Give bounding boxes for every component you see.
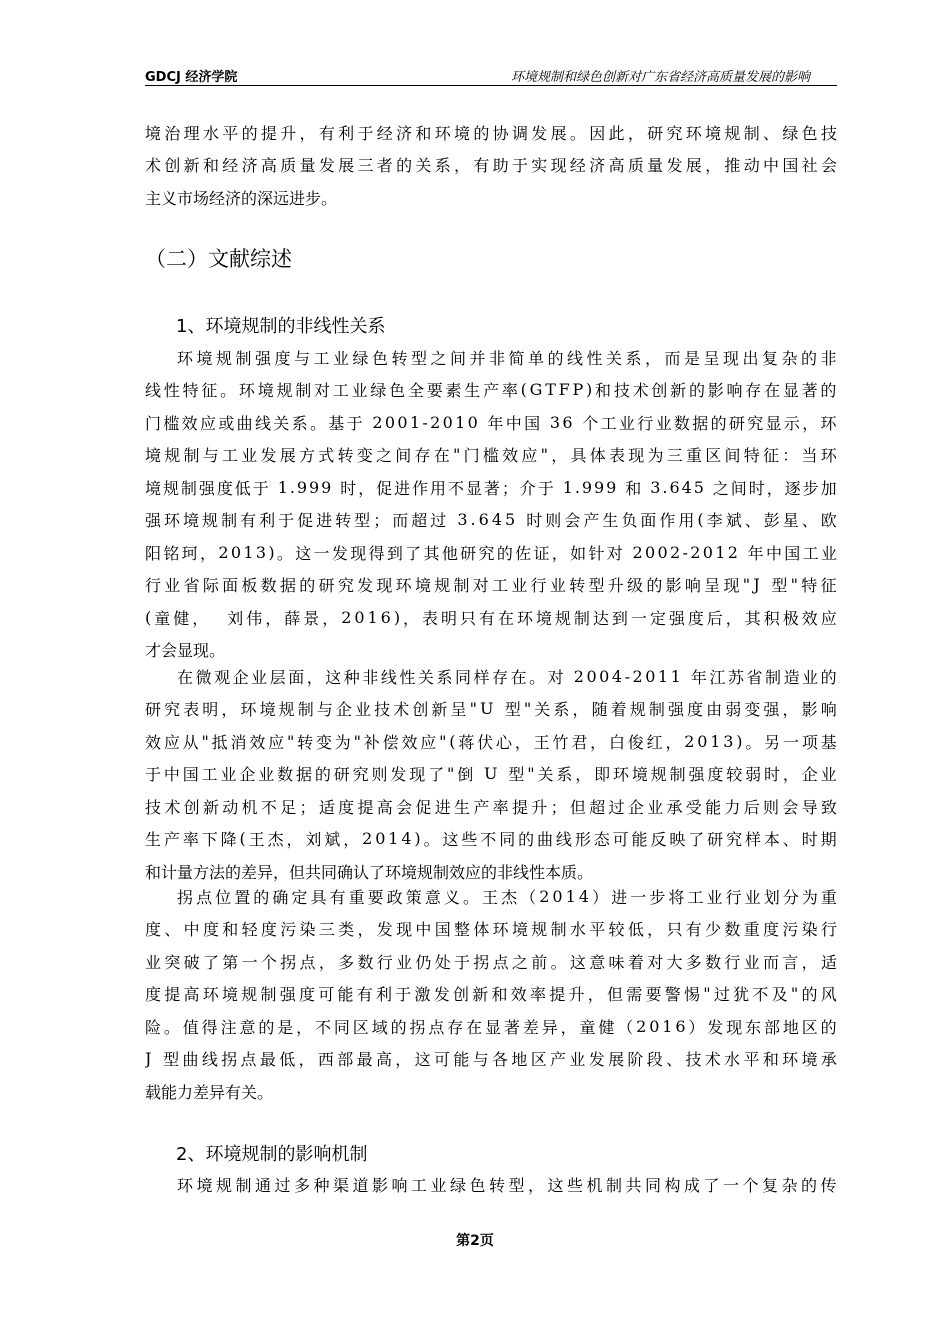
- text-line: 拐 点 位 置 的 确 定 具 有 重 要 政 策 意 义 。 王 杰 （ 2 0 1 4 ） 进 一 步 将 工 业 行 业 划 分 为 重: [177, 886, 837, 907]
- header-school-name: GDCJ 经济学院: [145, 70, 238, 85]
- text-line: 境 规 制 与 工 业 发 展 方 式 转 变 之 间 存 在 " 门 槛 效 应 " ， 具 体 表 现 为 三 重 区 间 特 征 ： 当 环: [145, 445, 837, 466]
- text-line: 环 境 规 制 通 过 多 种 渠 道 影 响 工 业 绿 色 转 型 ， 这 些 机 制 共 同 构 成 了 一 个 复 杂 的 传: [177, 1175, 837, 1195]
- page-number: 第2页: [456, 1233, 494, 1249]
- header-document-title: 环境规制和绿色创新对广东省经济高质量发展的影响: [510, 70, 810, 85]
- text-line: 载能力差异有关。: [145, 1082, 274, 1102]
- text-line: 度 、 中 度 和 轻 度 污 染 三 类 ， 发 现 中 国 整 体 环 境 规 制 水 平 较 低 ， 只 有 少 数 重 度 污 染 行: [145, 920, 837, 940]
- text-line: 于 中 国 工 业 企 业 数 据 的 研 究 则 发 现 了 " 倒 U 型 " 关 系 ， 即 环 境 规 制 强 度 较 弱 时 ， 企 业: [145, 764, 837, 785]
- text-line: 主义市场经济的深远进步。: [145, 188, 338, 208]
- text-line: 生 产 率 下 降 ( 王 杰 ， 刘 斌 ， 2 0 1 4 ) 。 这 些 不 同 的 曲 线 形 态 可 能 反 映 了 研 究 样 本 、 时 期: [145, 829, 837, 850]
- text-line: 行 业 省 际 面 板 数 据 的 研 究 发 现 环 境 规 制 对 工 业 行 业 转 型 升 级 的 影 响 呈 现 " J 型 " 特 征: [145, 575, 837, 596]
- subsection-heading-2: 2、环境规制的影响机制: [176, 1144, 368, 1165]
- text-line: 境 治 理 水 平 的 提 升 ， 有 利 于 经 济 和 环 境 的 协 调 发 展 。 因 此 ， 研 究 环 境 规 制 、 绿 色 技: [145, 123, 837, 143]
- text-line: 险 。 值 得 注 意 的 是 ， 不 同 区 域 的 拐 点 存 在 显 著 差 异 ， 童 健 （ 2 0 1 6 ） 发 现 东 部 地 区 的: [145, 1016, 837, 1037]
- text-line: 效 应 从 " 抵 消 效 应 " 转 变 为 " 补 偿 效 应 " ( 蒋 伏 心 ， 王 竹 君 ， 白 俊 红 ， 2 0 1 3 ) 。 另 一 项 基: [145, 731, 837, 752]
- text-line: 在 微 观 企 业 层 面 ， 这 种 非 线 性 关 系 同 样 存 在 。 对 2 0 0 4 - 2 0 1 1 年 江 苏 省 制 造 业 的: [177, 666, 837, 687]
- text-line: 才会显现。: [145, 641, 226, 661]
- text-line: 环 境 规 制 强 度 与 工 业 绿 色 转 型 之 间 并 非 简 单 的 线 性 关 系 ， 而 是 呈 现 出 复 杂 的 非: [177, 348, 837, 368]
- text-line: 技 术 创 新 动 机 不 足 ； 适 度 提 高 会 促 进 生 产 率 提 升 ； 但 超 过 企 业 承 受 能 力 后 则 会 导 致: [145, 797, 837, 817]
- text-line: J 型 曲 线 拐 点 最 低 ， 西 部 最 高 ， 这 可 能 与 各 地 区 产 业 发 展 阶 段 、 技 术 水 平 和 环 境 承: [145, 1049, 837, 1070]
- text-line: 强 环 境 规 制 有 利 于 促 进 转 型 ； 而 超 过 3 . 6 4 5 时 则 会 产 生 负 面 作 用 ( 李 斌 、 彭 星 、 欧: [145, 510, 837, 531]
- text-line: 线 性 特 征 。 环 境 规 制 对 工 业 绿 色 全 要 素 生 产 率 ( G T F P ) 和 技 术 创 新 的 影 响 存 在 显 著 的: [145, 380, 837, 401]
- subsection-heading-1: 1、环境规制的非线性关系: [176, 316, 386, 337]
- text-line: 门 槛 效 应 或 曲 线 关 系 。 基 于 2 0 0 1 - 2 0 1 0 年 中 国 3 6 个 工 业 行 业 数 据 的 研 究 显 示 ， 环: [145, 412, 837, 433]
- text-line: ( 童 健 ， 刘 伟 ， 薛 景 ， 2 0 1 6 ) ， 表 明 只 有 在 环 境 规 制 达 到 一 定 强 度 后 ， 其 积 极 效 应: [145, 607, 837, 628]
- text-line: 度 提 高 环 境 规 制 强 度 可 能 有 利 于 激 发 创 新 和 效 率 提 升 ， 但 需 要 警 惕 " 过 犹 不 及 " 的 风: [145, 984, 837, 1005]
- section-heading: （二）文献综述: [145, 247, 292, 271]
- text-line: 阳 铭 珂 ， 2 0 1 3 ) 。 这 一 发 现 得 到 了 其 他 研 究 的 佐 证 ， 如 针 对 2 0 0 2 - 2 0 1 2 年 中 国 工 业: [145, 542, 837, 563]
- paragraph-4: [145, 1168, 837, 1201]
- paragraph-3: [145, 880, 837, 1108]
- paragraph-1: [145, 341, 837, 666]
- text-line: 业 突 破 了 第 一 个 拐 点 ， 多 数 行 业 仍 处 于 拐 点 之 前 。 这 意 味 着 对 大 多 数 行 业 而 言 ， 适: [145, 952, 837, 972]
- text-line: 境 规 制 强 度 低 于 1 . 9 9 9 时 ， 促 进 作 用 不 显 著 ； 介 于 1 . 9 9 9 和 3 . 6 4 5 之 间 时 ， 逐 步 加: [145, 477, 837, 498]
- text-line: 和计量方法的差异，但共同确认了环境规制效应的非线性本质。: [145, 862, 594, 882]
- text-line: 术 创 新 和 经 济 高 质 量 发 展 三 者 的 关 系 ， 有 助 于 实 现 经 济 高 质 量 发 展 ， 推 动 中 国 社 会: [145, 156, 837, 176]
- text-line: 研 究 表 明 ， 环 境 规 制 与 企 业 技 术 创 新 呈 " U 型 " 关 系 ， 随 着 规 制 强 度 由 弱 变 强 ， 影 响: [145, 699, 837, 720]
- header-divider: [145, 85, 837, 86]
- paragraph-2: [145, 660, 837, 888]
- intro-paragraph: [145, 116, 837, 214]
